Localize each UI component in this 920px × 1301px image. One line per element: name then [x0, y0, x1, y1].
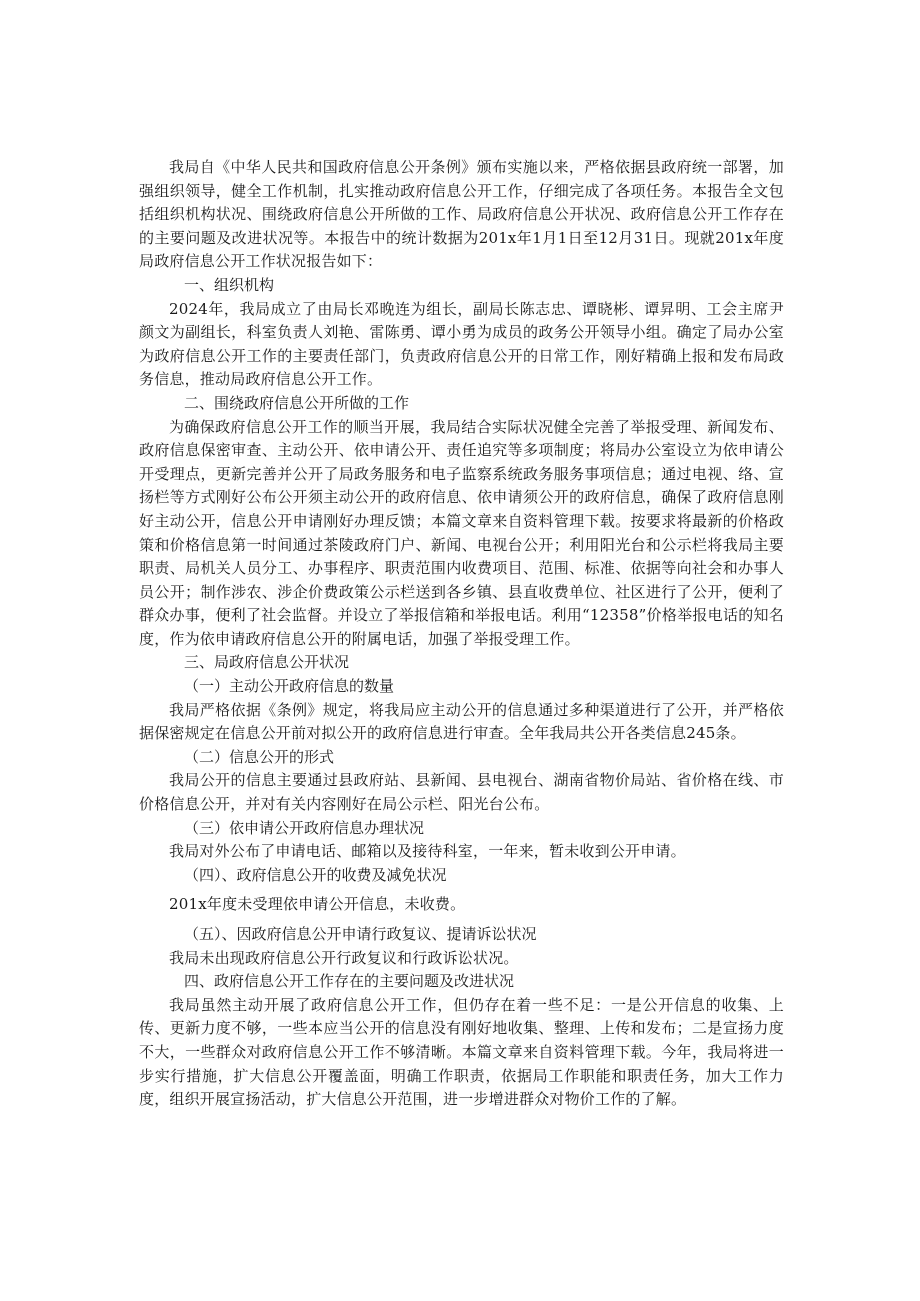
intro-paragraph: 我局自《中华人民共和国政府信息公开条例》颁布实施以来，严格依据县政府统一部署，加强组织领导，健全工作机制，扎实推动政府信息公开工作，仔细完成了各项任务。本报告全文包括组织机构状况、围绕政府信息公开所做的工作、局政府信息公开状况、政府信息公开工作存在的主要问题及改进状况等。本报告中的统计数据为201x年1月1日至12月31日。现就201x年度局政府信息公开工作状况报告如下： — [139, 158, 785, 271]
section1-paragraph: 2024年，我局成立了由局长邓晚连为组长，副局长陈志忠、谭晓彬、谭昇明、工会主席尹颜文为副组长，科室负责人刘艳、雷陈勇、谭小勇为成员的政务公开领导小组。确定了局办公室为政府信息公开工作的主要责任部门，负责政府信息公开的日常工作，刚好精确上报和发布局政务信息，推动局政府信息公开工作。 — [139, 299, 784, 389]
section2-paragraph: 为确保政府信息公开工作的顺当开展，我局结合实际状况健全完善了举报受理、新闻发布、政府信息保密审查、主动公开、依申请公开、责任追究等多项制度；将局办公室设立为依申请公开受理点，更新完善并公开了局政务服务和电子监察系统政务服务事项信息；通过电视、络、宣扬栏等方式刚好公布公开须主动公开的政府信息、依申请须公开的政府信息，确保了政府信息刚好主动公开，信息公开申请刚好办理反馈；本篇文章来自资料管理下载。按要求将最新的价格政策和价格信息第一时间通过茶陵政府门户、新闻、电视台公开；利用阳光台和公示栏将我局主要职责、局机关人员分工、办事程序、职责范围内收费项目、范围、标准、依据等向社会和办事人员公开；制作涉农、涉企价费政策公示栏送到各乡镇、县直收费单位、社区进行了公开，便利了群众办事，便利了社会监督。并设立了举报信箱和举报电话。利用“12358”价格举报电话的知名度，作为依申请政府信息公开的附属电话，加强了举报受理工作。 — [139, 417, 784, 648]
section3-sub3-paragraph: 我局对外公布了申请电话、邮箱以及接待科室，一年来，暂未收到公开申请。 — [169, 842, 686, 861]
section1-heading: 一、组织机构 — [184, 275, 275, 294]
section3-sub5-heading: （五）、因政府信息公开申请行政复议、提请诉讼状况 — [184, 925, 537, 943]
section3-sub1-paragraph: 我局严格依据《条例》规定，将我局应主动公开的信息通过多种渠道进行了公开，并严格依据保密规定在信息公开前对拟公开的政府信息进行审查。全年我局共公开各类信息245条。 — [139, 700, 784, 743]
section3-sub4-paragraph: 201x年度未受理依申请公开信息，未收费。 — [169, 895, 466, 914]
section4-paragraph: 我局虽然主动开展了政府信息公开工作，但仍存在着一些不足：一是公开信息的收集、上传、更新力度不够，一些本应当公开的信息没有刚好地收集、整理、上传和发布；二是宣扬力度不大，一些群众对政府信息公开工作不够清晰。本篇文章来自资料管理下载。今年，我局将进一步实行措施，扩大信息公开覆盖面，明确工作职责，依据局工作职能和职责任务，加大工作力度，组织开展宣扬活动，扩大信息公开范围，进一步增进群众对物价工作的了解。 — [139, 995, 784, 1109]
section3-sub2-heading: （二）信息公开的形式 — [184, 747, 335, 766]
section3-sub3-heading: （三）依申请公开政府信息办理状况 — [184, 818, 425, 837]
section3-sub1-heading: （一）主动公开政府信息的数量 — [184, 677, 395, 696]
section3-sub5-paragraph: 我局未出现政府信息公开行政复议和行政诉讼状况。 — [169, 948, 519, 967]
section2-heading: 二、围绕政府信息公开所做的工作 — [184, 393, 410, 412]
section3-sub4-heading: （四）、政府信息公开的收费及减免状况 — [184, 865, 447, 884]
section3-sub2-paragraph: 我局公开的信息主要通过县政府站、县新闻、县电视台、湖南省物价局站、省价格在线、市价格信息公开，并对有关内容刚好在局公示栏、阳光台公布。 — [139, 771, 784, 814]
section3-heading: 三、局政府信息公开状况 — [184, 653, 350, 672]
document-page — [139, 156, 784, 1112]
section4-heading: 四、政府信息公开工作存在的主要问题及改进状况 — [184, 972, 515, 991]
